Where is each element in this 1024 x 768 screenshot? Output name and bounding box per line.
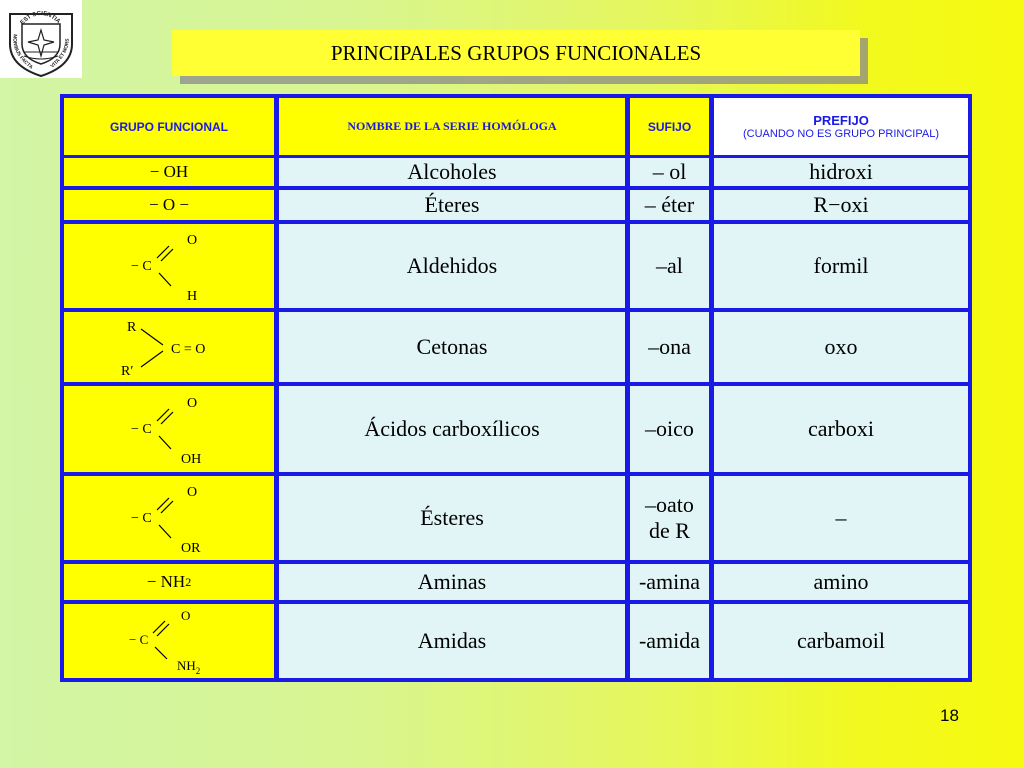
row-amide-suffix: -amida [630,604,709,678]
formula-bottom-atom: OH [181,452,202,467]
row-ketone-suffix: –ona [630,312,709,382]
header-name: NOMBRE DE LA SERIE HOMÓLOGA [279,98,625,155]
amine-group-subscript: 2 [185,574,192,589]
acid-formula [109,391,229,467]
logo-motto-left: MORIBUS FACTA [11,33,34,71]
row-ketone-name: Cetonas [279,312,625,382]
row-acid-suffix: –oico [630,386,709,472]
row-acid-name: Ácidos carboxílicos [279,386,625,472]
formula-carbon: − C [129,632,149,647]
amine-group-text: − NH [146,572,186,591]
formula-r2: R′ [121,364,134,379]
row-ester-suffix-line2: de R [649,518,690,543]
formula-top-atom: O [181,608,191,623]
amide-formula [109,606,229,676]
row-amine-name: Aminas [279,564,625,600]
row-ketone-prefix: oxo [714,312,968,382]
row-amine-group [64,564,274,600]
row-ether-group: − O − [64,190,274,220]
row-amine-suffix: -amina [630,564,709,600]
formula-r1: R [127,320,137,335]
row-ester-group [64,476,274,560]
row-amine-prefix: amino [714,564,968,600]
row-alcohol-group: − OH [64,158,274,186]
row-aldehyde-suffix: –al [630,224,709,308]
row-ester-prefix: – [714,476,968,560]
formula-carbon: − C [131,259,152,274]
row-ester-suffix [630,476,709,560]
ester-formula [109,480,229,556]
formula-carbonyl: C = O [171,342,206,357]
crest-icon [0,0,82,78]
row-acid-prefix: carboxi [714,386,968,472]
formula-bottom-atom: OR [181,541,201,556]
row-amide-name: Amidas [279,604,625,678]
row-aldehyde-prefix: formil [714,224,968,308]
row-ether-prefix: R−oxi [714,190,968,220]
header-prefix-label: PREFIJO [813,113,869,128]
slide-title: PRINCIPALES GRUPOS FUNCIONALES [172,30,860,76]
formula-top-atom: O [187,485,198,500]
row-ester-suffix-line1: –oato [645,492,694,517]
row-amide-group [64,604,274,678]
aldehyde-formula [109,228,229,304]
ketone-formula [99,315,239,379]
formula-carbon: − C [131,422,152,437]
row-acid-group [64,386,274,472]
header-suffix: SUFIJO [630,98,709,155]
formula-bottom-atom: H [187,289,198,304]
row-aldehyde-name: Aldehidos [279,224,625,308]
row-aldehyde-group [64,224,274,308]
row-ester-name: Ésteres [279,476,625,560]
row-ketone-group [64,312,274,382]
row-amide-prefix: carbamoil [714,604,968,678]
functional-groups-table [60,94,972,682]
formula-bottom-atom: $NH_2$ [177,658,201,676]
row-alcohol-suffix: – ol [630,158,709,186]
row-alcohol-prefix: hidroxi [714,158,968,186]
header-prefix [714,98,968,155]
university-logo [0,0,82,78]
header-group: GRUPO FUNCIONAL [64,98,274,155]
formula-top-atom: O [187,396,198,411]
row-alcohol-name: Alcoholes [279,158,625,186]
formula-top-atom: O [187,233,198,248]
formula-carbon: − C [131,511,152,526]
row-ether-name: Éteres [279,190,625,220]
header-prefix-note: (CUANDO NO ES GRUPO PRINCIPAL) [743,128,939,140]
row-ether-suffix: – éter [630,190,709,220]
page-number: 18 [940,706,959,725]
logo-motto-right: VITA ET MORS [49,38,71,70]
logo-motto-top: EST SCIENTIA [19,10,62,27]
